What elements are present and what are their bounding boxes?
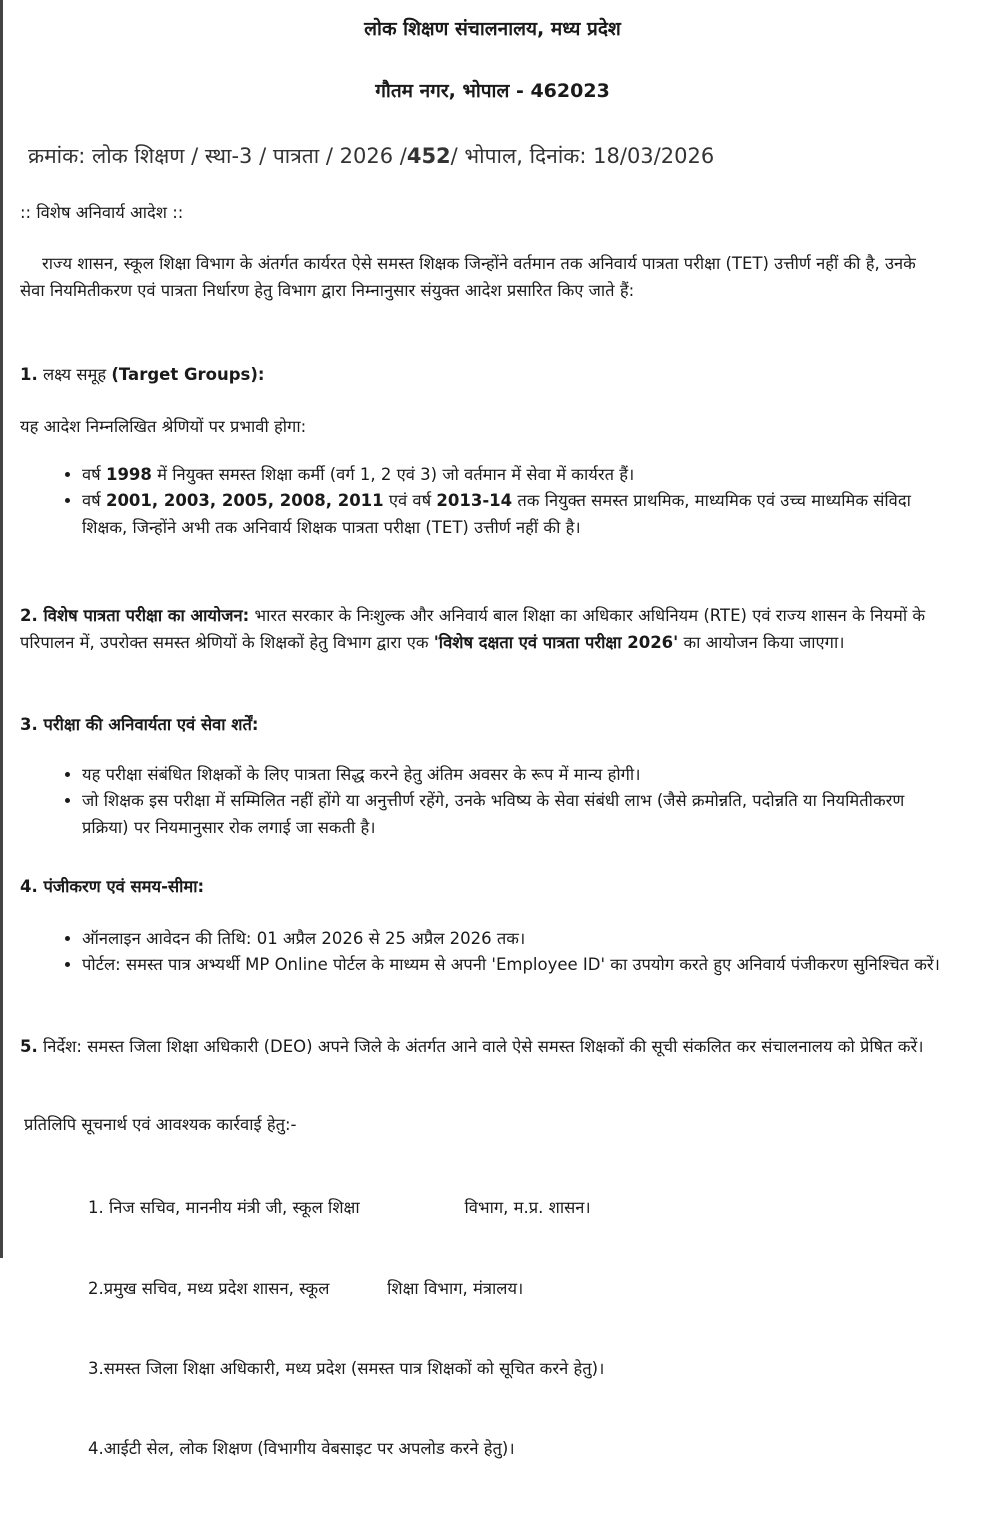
list-item: • जो शिक्षक इस परीक्षा में सम्मिलित नहीं होंगे या अनुत्तीर्ण रहेंगे, उनके भविष्य के सेवा संबंधी लाभ (जैसे क्रमोन्नति, पदोन्नति या नियमितीकरण प्रक्रिया) पर नियमानुसार रोक लगाई जा सकती है। xyxy=(82,788,940,841)
list-item: 4.आईटी सेल, लोक शिक्षण (विभागीय वेबसाइट पर अपलोड करने हेतु)। xyxy=(88,1438,515,1458)
office-name: लोक शिक्षण संचालनालय, मध्य प्रदेश xyxy=(364,18,621,40)
list-item: 3.समस्त जिला शिक्षा अधिकारी, मध्य प्रदेश (समस्त पात्र शिक्षकों को सूचित करने हेतु)। xyxy=(88,1358,605,1378)
section-2-heading: 2. विशेष पात्रता परीक्षा का आयोजन: xyxy=(20,606,250,625)
section-5-paragraph: 5. निर्देश: समस्त जिला शिक्षा अधिकारी (DEO) अपने जिले के अंतर्गत आने वाले ऐसे समस्त शिक्षकों की सूची संकलित कर संचालनालय को प्रेषित करें। xyxy=(20,1037,924,1056)
section-1-title: लक्ष्य समूह xyxy=(43,365,107,384)
intro-paragraph: राज्य शासन, स्कूल शिक्षा विभाग के अंतर्गत कार्यरत ऐसे समस्त शिक्षक जिन्होंने वर्तमान तक अनिवार्य पात्रता परीक्षा (TET) उत्तीर्ण नहीं की है, उनके सेवा नियमितीकरण एवं पात्रता निर्धारण हेतु विभाग द्वारा निम्नानुसार संयुक्त आदेश प्रसारित किए जाते हैं: xyxy=(20,254,916,301)
copy-to-list xyxy=(88,1142,948,1516)
reference-prefix: क्रमांक: लोक शिक्षण / स्था-3 / पात्रता / 2026 / xyxy=(28,144,407,168)
list-item: • पोर्टल: समस्त पात्र अभ्यर्थी MP Online पोर्टल के माध्यम से अपनी 'Employee ID' का उपयोग करते हुए अनिवार्य पंजीकरण सुनिश्चित करें। xyxy=(82,952,940,978)
section-1-lead: यह आदेश निम्नलिखित श्रेणियों पर प्रभावी होगा: xyxy=(20,417,307,436)
section-4-list xyxy=(20,926,940,979)
section-2-paragraph: 2. विशेष पात्रता परीक्षा का आयोजन: भारत सरकार के निःशुल्क और अनिवार्य बाल शिक्षा का अधिकार अधिनियम (RTE) एवं राज्य शासन के नियमों के परिपालन में, उपरोक्त समस्त श्रेणियों के शिक्षकों हेतु विभाग द्वारा एक 'विशेष दक्षता एवं पात्रता परीक्षा 2026' का आयोजन किया जाएगा। xyxy=(20,606,926,653)
reference-line xyxy=(28,140,714,174)
list-item: 1. निज सचिव, माननीय मंत्री जी, स्कूल शिक्षा विभाग, म.प्र. शासन। xyxy=(88,1198,591,1218)
reference-number: 452 xyxy=(406,144,451,168)
section-1-list xyxy=(20,462,940,541)
reference-suffix: / भोपाल, दिनांक: 18/03/2026 xyxy=(450,144,715,168)
section-3-heading: 3. परीक्षा की अनिवार्यता एवं सेवा शर्तें: xyxy=(20,715,259,734)
page-edge-border xyxy=(0,0,3,1258)
list-item: • ऑनलाइन आवेदन की तिथि: 01 अप्रैल 2026 से 25 अप्रैल 2026 तक। xyxy=(82,926,940,952)
section-5-number: 5. xyxy=(20,1037,38,1056)
order-title: :: विशेष अनिवार्य आदेश :: xyxy=(20,203,184,222)
section-1-title-en: (Target Groups): xyxy=(111,365,265,384)
list-item: • वर्ष 1998 में नियुक्त समस्त शिक्षा कर्मी (वर्ग 1, 2 एवं 3) जो वर्तमान में सेवा में कार्यरत हैं। xyxy=(82,462,940,488)
list-item: • वर्ष 2001, 2003, 2005, 2008, 2011 एवं वर्ष 2013-14 तक नियुक्त समस्त प्राथमिक, माध्यमिक एवं उच्च माध्यमिक संविदा शिक्षक, जिन्होंने अभी तक अनिवार्य शिक्षक पात्रता परीक्षा (TET) उत्तीर्ण नहीं की है। xyxy=(82,488,940,541)
list-item: • यह परीक्षा संबंधित शिक्षकों के लिए पात्रता सिद्ध करने हेतु अंतिम अवसर के रूप में मान्य होगी। xyxy=(82,762,940,788)
section-3-list xyxy=(20,762,940,841)
list-item: 2.प्रमुख सचिव, मध्य प्रदेश शासन, स्कूल शिक्षा विभाग, मंत्रालय। xyxy=(88,1278,524,1298)
copy-to-title: प्रतिलिपि सूचनार्थ एवं आवश्यक कार्रवाई हेतु:- xyxy=(24,1115,297,1134)
section-1-heading xyxy=(20,362,940,388)
section-1-number: 1. xyxy=(20,365,38,384)
section-4-heading: 4. पंजीकरण एवं समय-सीमा: xyxy=(20,877,205,896)
office-address: गौतम नगर, भोपाल - 462023 xyxy=(375,80,610,102)
